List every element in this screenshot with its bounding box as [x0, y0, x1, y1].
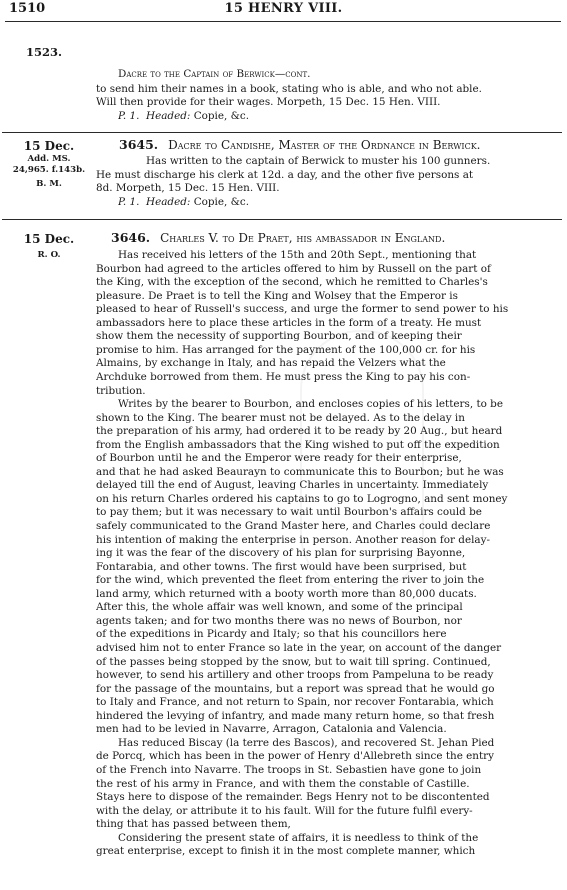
entry-line: Stays here to dispose of the remainder. Begs Henry not to be discontented: [96, 791, 490, 803]
note-headed: Headed:: [146, 110, 191, 122]
note-pages: P. 1.: [118, 110, 140, 122]
entry-line: Bourbon had agreed to the articles offered to him by Russell on the part of: [96, 262, 491, 275]
entry-line: de Porcq, which has been in the power of Henry d'Allebreth since the entry: [96, 750, 495, 763]
entry-line: of the French into Navarre. The troops in St. Sebastien have gone to join: [96, 763, 482, 776]
entry-line: of the expeditions in Picardy and Italy; so that his councillors here: [96, 628, 447, 641]
entry-line: Has written to the captain of Berwick to muster his 100 gunners.: [146, 155, 491, 167]
entry-line: and that he had asked Beaurayn to communicate this to Bourbon; but he was: [96, 465, 504, 478]
note-rest: Copie, &c.: [193, 196, 249, 208]
entry-line: men had to be levied in Navarre, Arragon, Catalonia and Valencia.: [96, 723, 447, 736]
entry-line: land army, which returned with a booty worth more than 80,000 ducats.: [96, 587, 477, 600]
page-number: 1510: [9, 1, 46, 16]
entry-line: for the wind, which prevented the fleet from entering the river to join the: [96, 574, 485, 587]
entry-line: of the passes being stopped by the snow, but to wait till spring. Continued,: [96, 655, 491, 668]
entry-line: of Bourbon until he and the Emperor were ready for their enterprise,: [96, 452, 462, 465]
entry-line: for the passage of the mountains, but a report was spread that he would go: [96, 682, 495, 695]
entry-line: from the English ambassadors that the King wished to put off the expedition: [96, 438, 500, 451]
entry-heading-cont: Dacre to the Captain of Berwick—cont.: [118, 68, 311, 80]
entry-line: to Italy and France, and not return to Spain, nor recover Fontarabia, which: [96, 696, 494, 709]
entry-line: He must discharge his clerk at 12d. a day, and the other five persons at: [96, 169, 474, 181]
entry-line: with the delay, or attribute it to his fault. Will for the future fulfil every-: [96, 804, 473, 817]
note-pages: P. 1.: [118, 196, 140, 208]
entry-line: safely communicated to the Grand Master here, and Charles could declare: [96, 520, 491, 532]
entry-note: [118, 110, 567, 122]
entry-title: Dacre to Candishe, Master of the Ordnance in Berwick.: [168, 139, 481, 152]
entry-line: the rest of his army in France, and with them the constable of Castille.: [96, 777, 470, 790]
entry-line: After this, the whole affair was well known, and some of the principal: [96, 601, 463, 614]
entry-line: shown to the King. The bearer must not be delayed. As to the delay in: [96, 411, 465, 424]
entry-note: [118, 196, 567, 208]
header-rule: [5, 21, 561, 22]
entry-heading: [119, 139, 567, 152]
entry-line: on his return Charles ordered his captains to go to Logrogno, and sent money: [96, 492, 508, 505]
entry-line: show them the necessity of supporting Bourbon, and of keeping their: [96, 330, 462, 343]
note-headed: Headed:: [146, 196, 191, 208]
entry-line: Has received his letters of the 15th and 20th Sept., mentioning that: [118, 249, 477, 261]
entry-line: to pay them; but it was necessary to wait until Bourbon's affairs could be: [96, 506, 482, 519]
entry-line: Will then provide for their wages. Morpeth, 15 Dec. 15 Hen. VIII.: [96, 96, 441, 108]
entry-line: 8d. Morpeth, 15 Dec. 15 Hen. VIII.: [96, 182, 280, 194]
entry-reference: 24,965. f.143b.: [12, 165, 86, 175]
entry-line: the King, with the exception of the second, which he remitted to Charles's: [96, 276, 488, 289]
entry-title: Charles V. to De Praet, his ambassador in England.: [160, 232, 446, 245]
entry-line: Archduke borrowed from them. He must press the King to pay his con-: [96, 370, 471, 383]
entry-date: 15 Dec.: [23, 139, 75, 153]
entry-line: advised him not to enter France so late in the year, on account of the danger: [96, 642, 502, 654]
entry-line: delayed till the end of August, leaving Charles in uncertainty. Immediately: [96, 479, 489, 492]
entry-line: ing it was the fear of the discovery of his plan for surprising Bayonne,: [96, 547, 466, 560]
entry-line: Writes by the bearer to Bourbon, and encloses copies of his letters, to be: [118, 398, 503, 411]
entry-line: thing that has passed between them,: [96, 818, 291, 831]
year-label: 1523.: [26, 45, 63, 59]
entry-number: 3645.: [119, 139, 159, 152]
entry-line: Almains, by exchange in Italy, and has repaid the Velzers what the: [96, 357, 446, 370]
entry-line: Considering the present state of affairs, it is needless to think of the: [118, 831, 479, 844]
entry-line: his intention of making the enterprise in person. Another reason for delay-: [96, 533, 491, 546]
entry-line: the preparation of his army, had ordered it to be ready by 20 Aug., but heard: [96, 425, 503, 438]
entry-line: however, to send his artillery and other troops from Pampeluna to be ready: [96, 669, 494, 681]
entry-date: 15 Dec.: [23, 232, 75, 246]
entry-line: ambassadors here to place these articles in the form of a treaty. He must: [96, 316, 482, 329]
running-title: 15 HENRY VIII.: [224, 1, 343, 16]
entry-rule: [2, 219, 562, 220]
entry-line: promise to him. Has arranged for the payment of the 100,000 cr. for his: [96, 343, 476, 356]
entry-line: hindered the levying of infantry, and made many return home, so that fresh: [96, 709, 495, 722]
entry-reference: R. O.: [37, 250, 61, 260]
entry-line: tribution.: [96, 384, 146, 397]
entry-rule: [2, 132, 562, 133]
note-rest: Copie, &c.: [193, 110, 249, 122]
entry-line: great enterprise, except to finish it in the most complete manner, which: [96, 845, 476, 858]
entry-line: agents taken; and for two months there was no news of Bourbon, nor: [96, 614, 462, 627]
entry-line: Fontarabia, and other towns. The first would have been surprised, but: [96, 560, 467, 573]
entry-line: pleased to hear of Russell's success, and urge the former to send power to his: [96, 303, 509, 316]
entry-line: Has reduced Biscay (la terre des Bascos), and recovered St. Jehan Pied: [118, 736, 495, 749]
entry-reference: Add. MS.: [27, 154, 71, 164]
entry-line: to send him their names in a book, stating who is able, and who not able.: [96, 83, 482, 95]
entry-reference: B. M.: [36, 179, 62, 189]
entry-line: pleasure. De Praet is to tell the King and Wolsey that the Emperor is: [96, 289, 458, 302]
entry-number: 3646.: [111, 232, 151, 245]
entry-heading: [111, 232, 563, 245]
